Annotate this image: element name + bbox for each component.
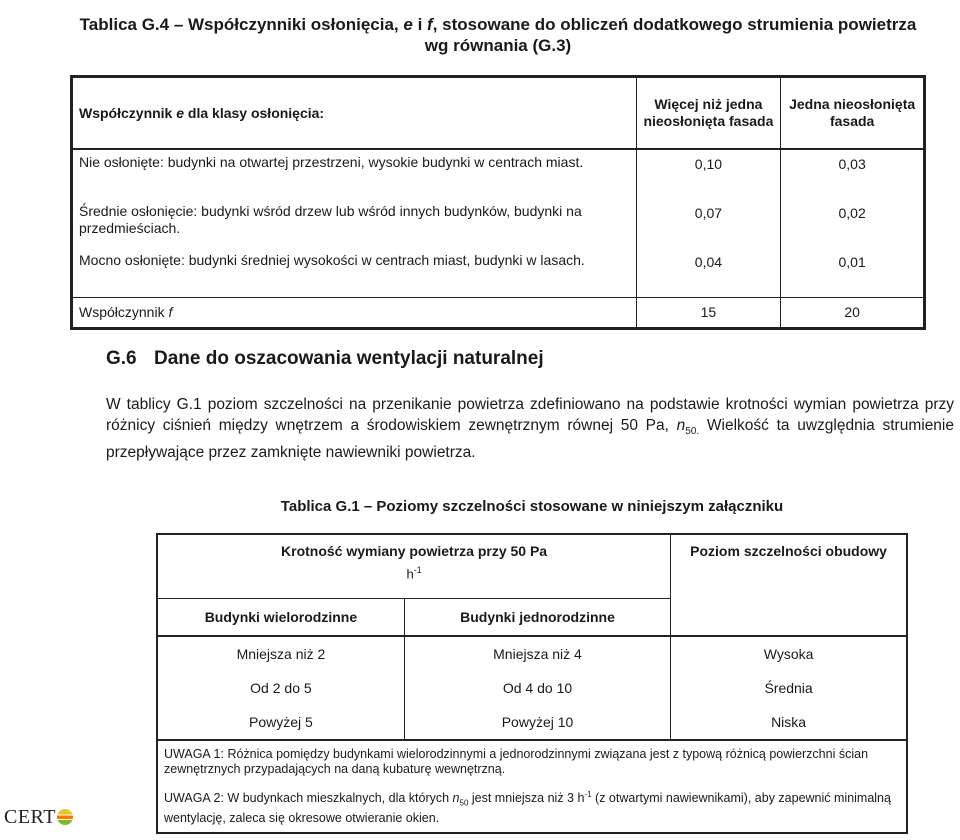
- header-cell-shielding-class: Współczynnik e dla klasy osłonięcia:: [72, 77, 637, 150]
- row-description-f: Współczynnik f: [72, 298, 637, 329]
- cell-level: Niska: [671, 705, 907, 740]
- table-row: [72, 248, 925, 298]
- header-cell-air-change: Krotność wymiany powietrza przy 50 Pa $h^{-1}$: [157, 534, 671, 599]
- table-row-f: [72, 298, 925, 329]
- table-row: [157, 705, 907, 740]
- cell-level: Średnia: [671, 671, 907, 705]
- note-2: UWAGA 2: W budynkach mieszkalnych, dla których $n_{50}$ jest mniejsza niż 3 $h^{-1}$ (z otwartymi nawiewnikami), aby zapewnić minimalną wentylację, zaleca się okresowe otwieranie okien.: [164, 790, 891, 825]
- cell-multi: Od 2 do 5: [157, 671, 404, 705]
- cell-single: Mniejsza niż 4: [404, 636, 670, 671]
- note-1: UWAGA 1: Różnica pomiędzy budynkami wielorodzinnymi a jednorodzinnymi związana jest z typową różnicą powierzchni ścian zewnętrznych przypadających na daną kubaturę wewnętrzną.: [164, 747, 869, 776]
- row-value-f-multi: 15: [636, 298, 781, 329]
- row-description: Mocno osłonięte: budynki średniej wysokości w centrach miast, budynki w lasach.: [72, 248, 637, 298]
- table-g4: [70, 75, 926, 330]
- header-cell-airtightness: Poziom szczelności obudowy: [671, 534, 907, 636]
- table-row: [72, 149, 925, 199]
- row-value-single: 0,02: [781, 199, 925, 248]
- section-heading: [106, 348, 544, 370]
- row-value-f-single: 20: [781, 298, 925, 329]
- row-value-multi: 0,10: [636, 149, 781, 199]
- table-g4-title: Tablica G.4 – Współczynniki osłonięcia, e i f, stosowane do obliczeń dodatkowego strumienia powietrza wg równania (G.3): [79, 15, 917, 55]
- row-value-multi: 0,04: [636, 248, 781, 298]
- cell-single: Powyżej 10: [404, 705, 670, 740]
- header-cell-multi-facade: Więcej niż jedna nieosłonięta fasada: [636, 77, 781, 150]
- section-number: G.6: [106, 348, 137, 369]
- table-g1-title: Tablica G.1 – Poziomy szczelności stosowane w niniejszym załączniku: [280, 498, 784, 515]
- table-header-row: [72, 77, 925, 150]
- striped-circle-icon: [57, 809, 73, 825]
- header-cell-single-facade: Jedna nieosłonięta fasada: [781, 77, 925, 150]
- header-cell-single-family: Budynki jednorodzinne: [404, 599, 670, 637]
- table-g1: [156, 533, 908, 834]
- table-header-row: [157, 534, 907, 599]
- table-notes-row: [157, 740, 907, 833]
- table-row: [157, 636, 907, 671]
- notes-cell: [157, 740, 907, 833]
- cell-level: Wysoka: [671, 636, 907, 671]
- row-description: Średnie osłonięcie: budynki wśród drzew lub wśród innych budynków, budynki na przedmieściach.: [72, 199, 637, 248]
- cell-single: Od 4 do 10: [404, 671, 670, 705]
- row-description: Nie osłonięte: budynki na otwartej przestrzeni, wysokie budynki w centrach miast.: [72, 149, 637, 199]
- section-paragraph: W tablicy G.1 poziom szczelności na przenikanie powietrza zdefiniowano na podstawie krotności wymian powietrza przy różnicy ciśnień między wnętrzem a środowiskiem zewnętrznym równej 50 Pa, $n_{50.}$ Wielkość ta uwzględnia strumienie przepływające przez zamknięte nawiewniki powietrza.: [106, 396, 954, 462]
- cell-multi: Mniejsza niż 2: [157, 636, 404, 671]
- row-value-multi: 0,07: [636, 199, 781, 248]
- row-value-single: 0,01: [781, 248, 925, 298]
- table-row: [157, 671, 907, 705]
- row-value-single: 0,03: [781, 149, 925, 199]
- table-row: [72, 199, 925, 248]
- cert-logo: CERT: [4, 806, 73, 829]
- section-title: Dane do oszacowania wentylacji naturalnej: [154, 348, 544, 369]
- header-cell-multi-family: Budynki wielorodzinne: [157, 599, 404, 637]
- header-unit: $h^{-1}$: [406, 565, 422, 582]
- cell-multi: Powyżej 5: [157, 705, 404, 740]
